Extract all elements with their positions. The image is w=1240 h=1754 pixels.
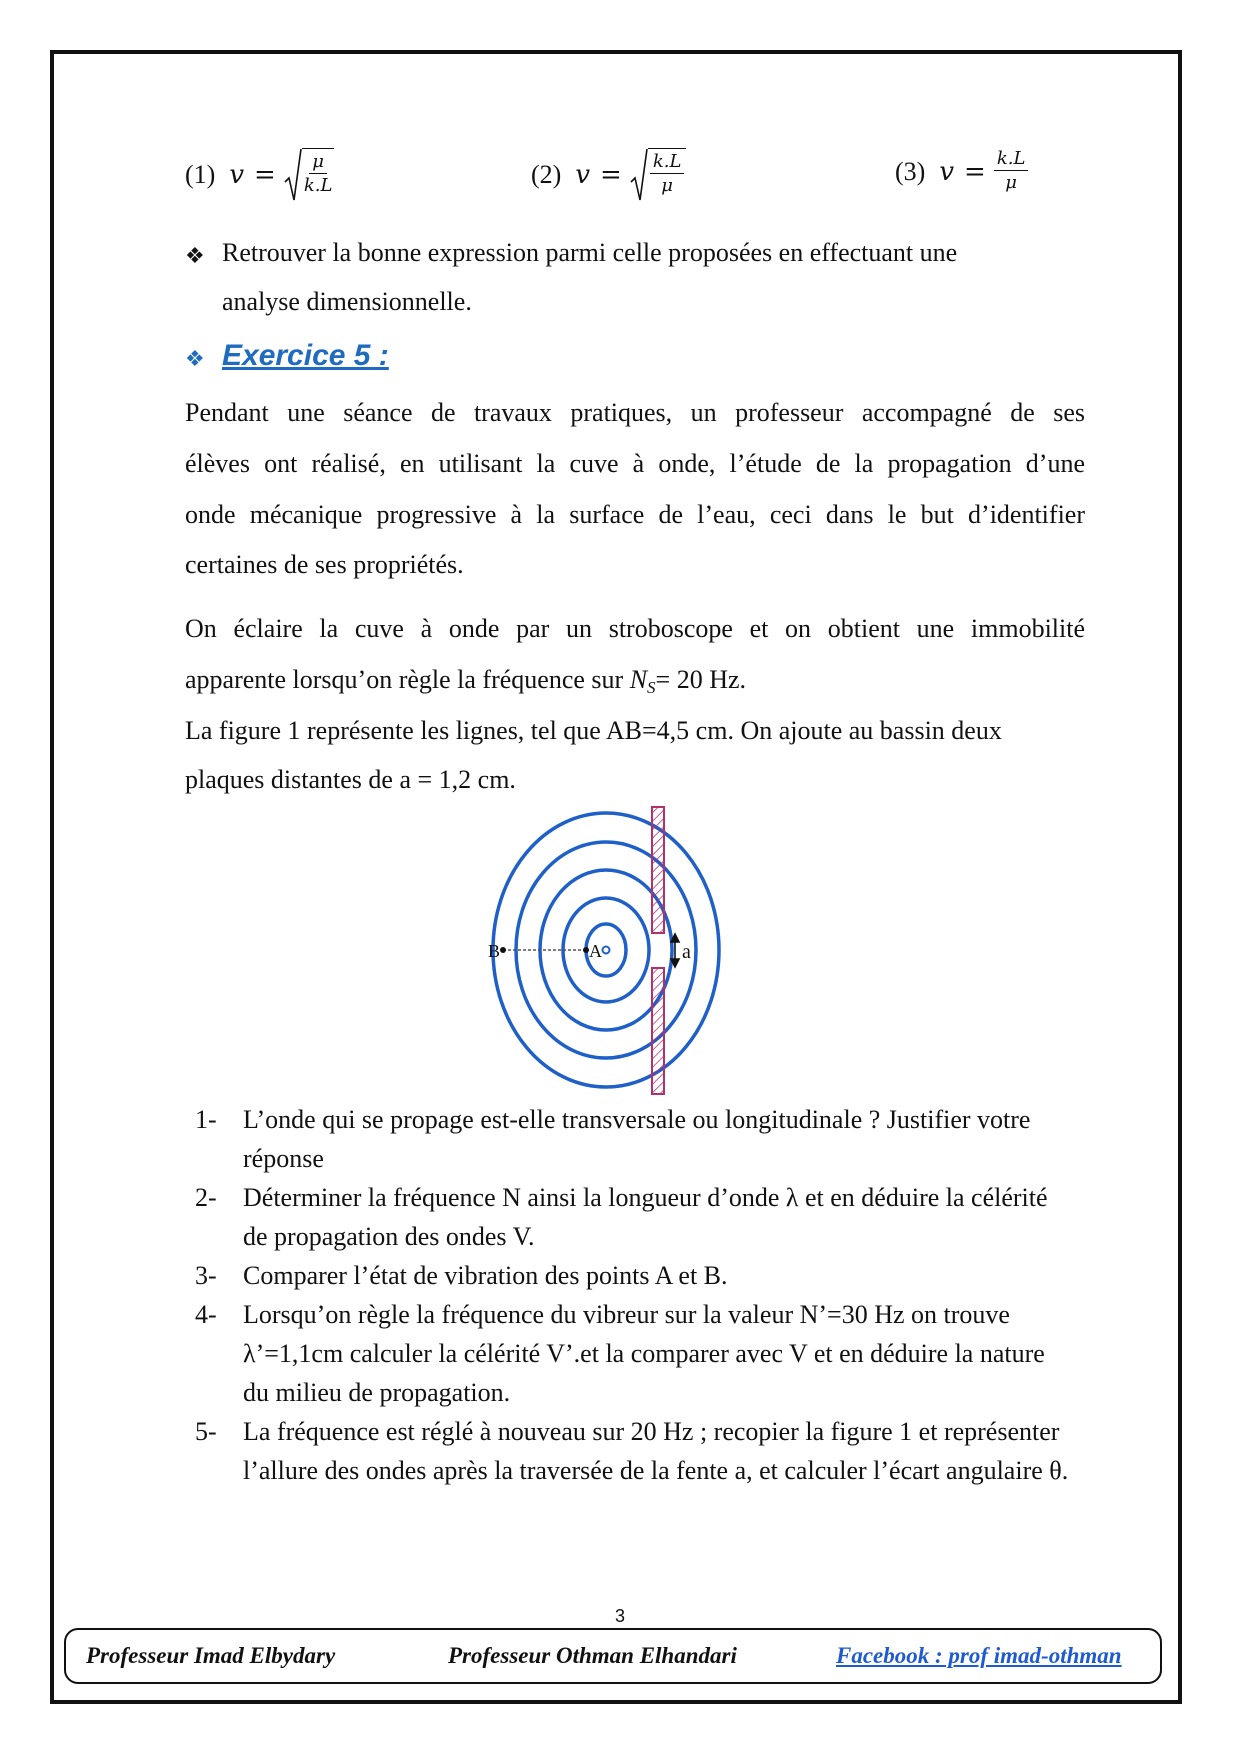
fraction-denominator: μ xyxy=(1005,172,1017,193)
question-text: Comparer l’état de vibration des points A et B. xyxy=(243,1261,728,1290)
label-gap-a: a xyxy=(682,941,691,963)
sqrt-symbol xyxy=(630,148,687,202)
label-a: A xyxy=(589,941,602,961)
paragraph-1-line: onde mécanique progressive à la surface de l’eau, ceci dans le but d’identifier xyxy=(185,500,1085,529)
question-text: Déterminer la fréquence N ainsi la longueur d’onde λ et en déduire la célérité de propagation des ondes V. xyxy=(243,1183,1048,1251)
formula-equals: = xyxy=(964,156,986,187)
formula-label: (2) xyxy=(531,160,562,189)
formula-1 xyxy=(185,148,334,202)
footer-author-2: Professeur Othman Elhandari xyxy=(448,1643,737,1668)
paragraph-1-line: élèves ont réalisé, en utilisant la cuve à onde, l’étude de la propagation d’une xyxy=(185,449,1085,478)
formula-variable: v xyxy=(575,160,591,190)
ns-value: = 20 Hz. xyxy=(655,665,747,694)
source-point xyxy=(603,947,610,954)
footer-box xyxy=(64,1628,1162,1684)
paragraph-1-line: Pendant une séance de travaux pratiques, un professeur accompagné de ses xyxy=(185,398,1085,427)
fraction-denominator: k.L xyxy=(303,175,333,196)
sqrt-symbol xyxy=(284,148,335,202)
fraction xyxy=(994,148,1029,195)
question-text: La fréquence est réglé à nouveau sur 20 Hz ; recopier la figure 1 et représenter l’allure des ondes après la traversée de la fente a, et calculer l’écart angulaire θ. xyxy=(243,1417,1069,1485)
paragraph-2-text: apparente lorsqu’on règle la fréquence sur xyxy=(185,665,630,694)
barrier-plate-top xyxy=(652,807,664,933)
diamond-bullet-icon: ❖ xyxy=(185,243,205,268)
question-item xyxy=(195,1412,1075,1490)
formula-row xyxy=(185,148,1085,218)
formula-equals: = xyxy=(600,160,622,190)
question-item xyxy=(195,1295,1075,1412)
question-text: Lorsqu’on règle la fréquence du vibreur sur la valeur N’=30 Hz on trouve λ’=1,1cm calculer la célérité V’.et la comparer avec V et en déduire la nature du milieu de propagation. xyxy=(243,1300,1045,1407)
task-line-2: analyse dimensionnelle. xyxy=(222,287,472,316)
formula-variable: v xyxy=(939,156,955,187)
task-line-1: Retrouver la bonne expression parmi celle proposées en effectuant une xyxy=(222,238,958,267)
formula-equals: = xyxy=(254,160,276,190)
diamond-bullet-icon: ❖ xyxy=(185,346,205,371)
fraction-numerator: μ xyxy=(309,151,327,174)
formula-label: (1) xyxy=(185,160,216,189)
question-text: L’onde qui se propage est-elle transversale ou longitudinale ? Justifier votre réponse xyxy=(243,1105,1031,1173)
paragraph-3-line: La figure 1 représente les lignes, tel que AB=4,5 cm. On ajoute au bassin deux xyxy=(185,716,1002,745)
question-number: 3- xyxy=(195,1261,217,1290)
fraction-numerator: k.L xyxy=(994,148,1029,171)
paragraph-3-line: plaques distantes de a = 1,2 cm. xyxy=(185,765,516,794)
facebook-link[interactable]: Facebook : prof imad-othman xyxy=(836,1643,1122,1668)
exercise-title: Exercice 5 : xyxy=(222,339,389,372)
page-number: 3 xyxy=(614,1606,625,1626)
paragraph-2-line: On éclaire la cuve à onde par un stroboscope et on obtient une immobilité xyxy=(185,614,1085,643)
question-number: 2- xyxy=(195,1183,217,1212)
barrier-plate-bottom xyxy=(652,968,664,1094)
question-item xyxy=(195,1256,1075,1295)
question-item xyxy=(195,1178,1075,1256)
wave-figure xyxy=(490,805,790,1095)
fraction xyxy=(650,151,685,202)
paragraph-1-line: certaines de ses propriétés. xyxy=(185,550,464,579)
formula-2 xyxy=(531,148,686,202)
fraction xyxy=(304,151,333,202)
formula-variable: v xyxy=(229,160,245,190)
formula-label: (3) xyxy=(895,156,926,186)
question-number: 1- xyxy=(195,1105,217,1134)
label-b: B xyxy=(488,941,501,961)
ns-symbol: N xyxy=(629,665,648,694)
question-number: 5- xyxy=(195,1417,217,1446)
question-list xyxy=(195,1100,1075,1490)
formula-3 xyxy=(895,148,1028,195)
fraction-denominator: μ xyxy=(661,175,673,196)
question-item xyxy=(195,1100,1075,1178)
paragraph-2-line xyxy=(185,663,1085,705)
question-number: 4- xyxy=(195,1300,217,1329)
fraction-numerator: k.L xyxy=(650,151,685,174)
point-b xyxy=(500,947,506,953)
footer-author-1: Professeur Imad Elbydary xyxy=(86,1643,336,1668)
ns-subscript: S xyxy=(647,678,656,697)
